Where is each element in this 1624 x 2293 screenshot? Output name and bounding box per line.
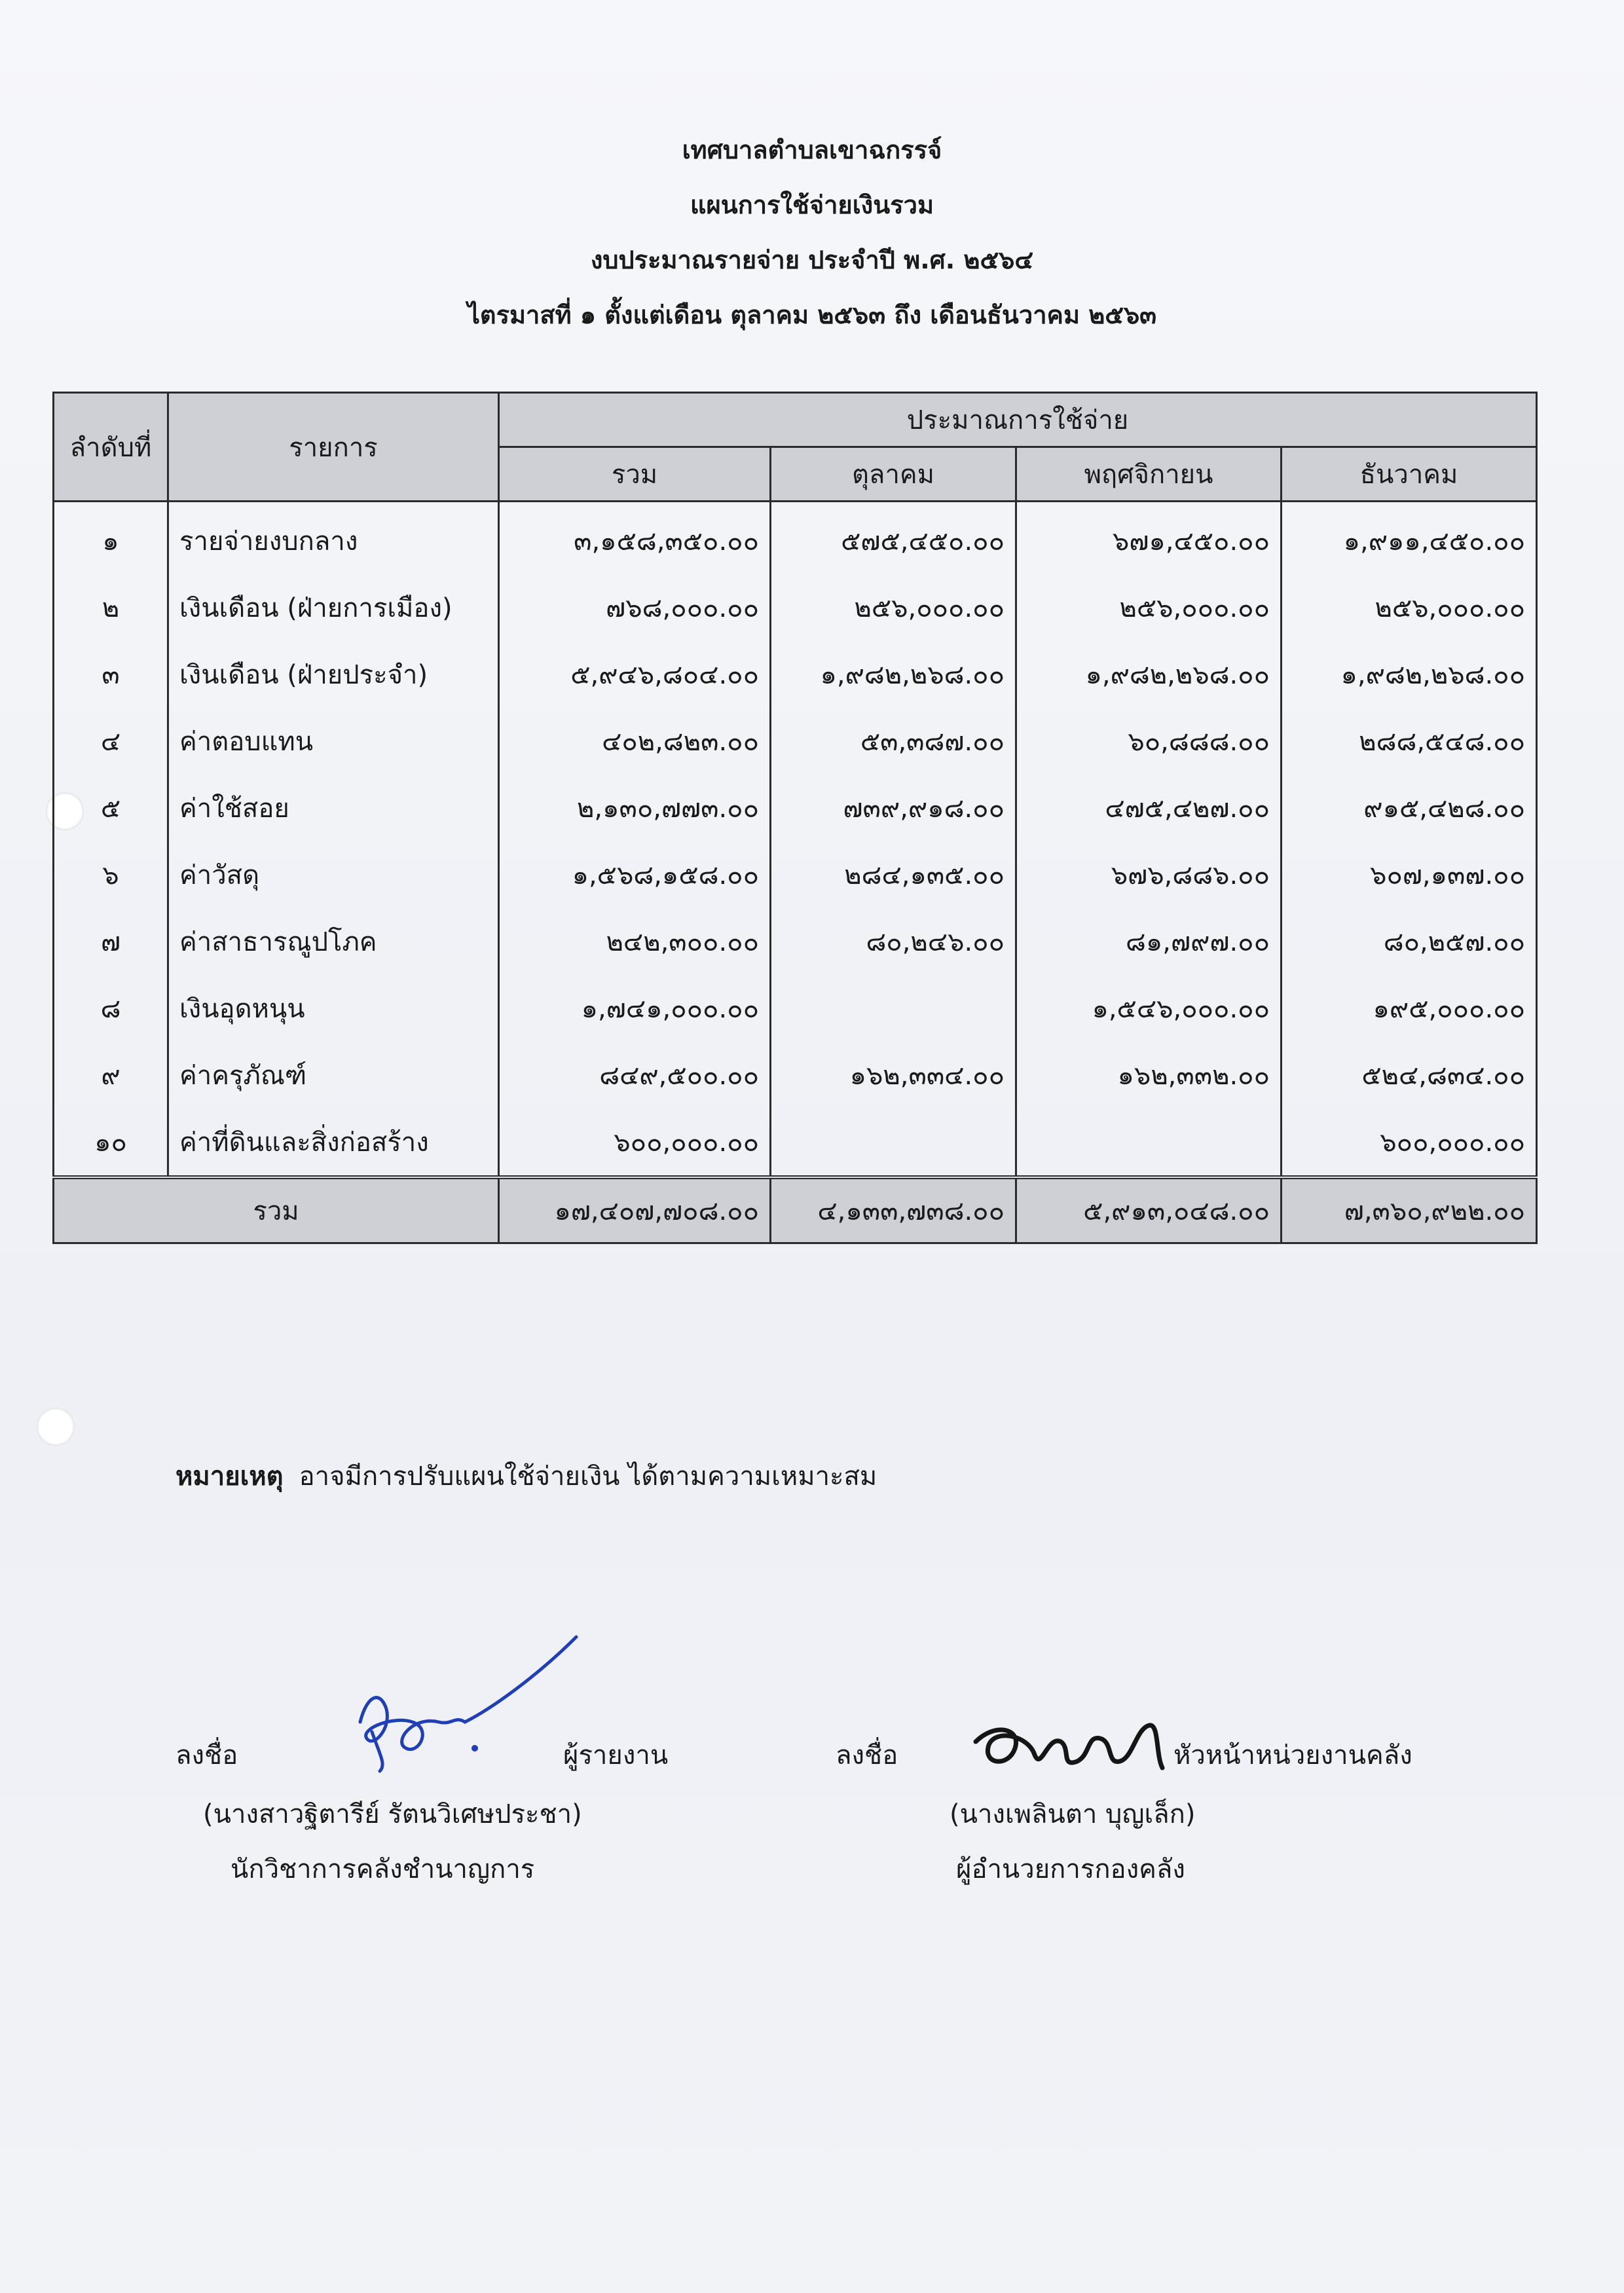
header-dec: ธันวาคม: [1282, 447, 1537, 502]
row-total: ๒,๑๓๐,๗๗๓.๐๐: [499, 775, 771, 841]
row-nov: ๘๑,๗๙๗.๐๐: [1016, 908, 1282, 975]
period-line: ไตรมาสที่ ๑ ตั้งแต่เดือน ตุลาคม ๒๕๖๓ ถึง เดือนธันวาคม ๒๕๖๓: [467, 301, 1157, 329]
row-no: ๒: [54, 574, 168, 641]
row-total: ๗๖๘,๐๐๐.๐๐: [499, 574, 771, 641]
row-nov: ๑,๙๘๒,๒๖๘.๐๐: [1016, 641, 1282, 708]
row-item: ค่าตอบแทน: [168, 708, 499, 775]
table-row: [54, 641, 1537, 708]
header-nov: พฤศจิกายน: [1016, 447, 1282, 502]
row-nov: ๑,๕๔๖,๐๐๐.๐๐: [1016, 975, 1282, 1042]
total-nov: ๕,๙๑๓,๐๔๘.๐๐: [1016, 1177, 1282, 1243]
row-no: ๘: [54, 975, 168, 1042]
row-item: เงินเดือน (ฝ่ายประจำ): [168, 641, 499, 708]
left-sign-label: ลงชื่อ: [175, 1740, 238, 1770]
row-nov: ๖๗๖,๘๘๖.๐๐: [1016, 841, 1282, 908]
row-nov: ๔๗๕,๔๒๗.๐๐: [1016, 775, 1282, 841]
left-position: นักวิชาการคลังชำนาญการ: [231, 1854, 535, 1884]
header-total: รวม: [499, 447, 771, 502]
row-item: ค่าใช้สอย: [168, 775, 499, 841]
row-oct: ๒๕๖,๐๐๐.๐๐: [771, 574, 1016, 641]
row-dec: ๕๒๔,๘๓๔.๐๐: [1282, 1042, 1537, 1109]
table-row: [54, 975, 1537, 1042]
total-row: [54, 1177, 1537, 1243]
spending-plan-table: [52, 392, 1538, 1244]
row-oct: ๗๓๙,๙๑๘.๐๐: [771, 775, 1016, 841]
row-no: ๑๐: [54, 1109, 168, 1177]
table-row: [54, 502, 1537, 575]
row-total: ๑,๗๔๑,๐๐๐.๐๐: [499, 975, 771, 1042]
row-total: ๓,๑๕๘,๓๕๐.๐๐: [499, 502, 771, 575]
row-oct: [771, 1109, 1016, 1177]
row-dec: ๑,๙๘๒,๒๖๘.๐๐: [1282, 641, 1537, 708]
row-dec: ๑๙๕,๐๐๐.๐๐: [1282, 975, 1537, 1042]
row-oct: ๒๘๔,๑๓๕.๐๐: [771, 841, 1016, 908]
row-no: ๗: [54, 908, 168, 975]
right-signature-mark: [963, 1709, 1179, 1794]
row-item: เงินเดือน (ฝ่ายการเมือง): [168, 574, 499, 641]
row-nov: [1016, 1109, 1282, 1177]
row-oct: ๑๖๒,๓๓๔.๐๐: [771, 1042, 1016, 1109]
table-row: [54, 908, 1537, 975]
row-total: ๒๔๒,๓๐๐.๐๐: [499, 908, 771, 975]
header-estimate: ประมาณการใช้จ่าย: [499, 393, 1537, 447]
row-total: ๘๔๙,๕๐๐.๐๐: [499, 1042, 771, 1109]
row-item: ค่าครุภัณฑ์: [168, 1042, 499, 1109]
plan-title: แผนการใช้จ่ายเงินรวม: [690, 191, 934, 219]
row-oct: [771, 975, 1016, 1042]
row-no: ๓: [54, 641, 168, 708]
row-dec: ๙๑๕,๔๒๘.๐๐: [1282, 775, 1537, 841]
table-row: [54, 841, 1537, 908]
row-item: ค่าที่ดินและสิ่งก่อสร้าง: [168, 1109, 499, 1177]
right-name: (นางเพลินตา บุญเล็ก): [950, 1799, 1196, 1829]
row-nov: ๖๗๑,๔๕๐.๐๐: [1016, 502, 1282, 575]
row-no: ๖: [54, 841, 168, 908]
row-total: ๔๐๒,๘๒๓.๐๐: [499, 708, 771, 775]
row-no: ๑: [54, 502, 168, 575]
row-oct: ๑,๙๘๒,๒๖๘.๐๐: [771, 641, 1016, 708]
remark: [175, 1455, 877, 1497]
row-nov: ๖๐,๘๘๘.๐๐: [1016, 708, 1282, 775]
table-row: [54, 574, 1537, 641]
row-nov: ๒๕๖,๐๐๐.๐๐: [1016, 574, 1282, 641]
right-role: หัวหน้าหน่วยงานคลัง: [1173, 1740, 1412, 1770]
total-dec: ๗,๓๖๐,๙๒๒.๐๐: [1282, 1177, 1537, 1243]
table-row: [54, 1109, 1537, 1177]
remark-label: หมายเหตุ: [175, 1461, 284, 1492]
row-dec: ๑,๙๑๑,๔๕๐.๐๐: [1282, 502, 1537, 575]
row-item: ค่าวัสดุ: [168, 841, 499, 908]
header-item: รายการ: [168, 393, 499, 502]
table-row: [54, 1042, 1537, 1109]
total-oct: ๔,๑๓๓,๗๓๘.๐๐: [771, 1177, 1016, 1243]
table-row: [54, 775, 1537, 841]
right-sign-label: ลงชื่อ: [836, 1740, 898, 1770]
row-item: เงินอุดหนุน: [168, 975, 499, 1042]
table-row: [54, 708, 1537, 775]
total-sum: ๑๗,๔๐๗,๗๐๘.๐๐: [499, 1177, 771, 1243]
row-dec: ๒๕๖,๐๐๐.๐๐: [1282, 574, 1537, 641]
header-oct: ตุลาคม: [771, 447, 1016, 502]
org-name: เทศบาลตำบลเขาฉกรรจ์: [682, 136, 942, 164]
row-total: ๖๐๐,๐๐๐.๐๐: [499, 1109, 771, 1177]
right-position: ผู้อำนวยการกองคลัง: [956, 1854, 1185, 1884]
total-label: รวม: [54, 1177, 499, 1243]
row-total: ๑,๕๖๘,๑๕๘.๐๐: [499, 841, 771, 908]
header-no: ลำดับที่: [54, 393, 168, 502]
row-oct: ๕๗๕,๔๕๐.๐๐: [771, 502, 1016, 575]
row-no: ๕: [54, 775, 168, 841]
row-item: ค่าสาธารณูปโภค: [168, 908, 499, 975]
row-nov: ๑๖๒,๓๓๒.๐๐: [1016, 1042, 1282, 1109]
row-total: ๕,๙๔๖,๘๐๔.๐๐: [499, 641, 771, 708]
row-item: รายจ่ายงบกลาง: [168, 502, 499, 575]
row-dec: ๖๐๗,๑๓๗.๐๐: [1282, 841, 1537, 908]
remark-text: อาจมีการปรับแผนใช้จ่ายเงิน ได้ตามความเหมาะสม: [299, 1461, 877, 1492]
punch-hole-bottom: [37, 1408, 75, 1446]
row-no: ๙: [54, 1042, 168, 1109]
row-oct: ๘๐,๒๔๖.๐๐: [771, 908, 1016, 975]
left-role: ผู้รายงาน: [563, 1740, 669, 1770]
left-signature-mark: [341, 1624, 589, 1781]
row-dec: ๖๐๐,๐๐๐.๐๐: [1282, 1109, 1537, 1177]
budget-line: งบประมาณรายจ่าย ประจำปี พ.ศ. ๒๕๖๔: [590, 246, 1034, 274]
left-name: (นางสาวฐิตารีย์ รัตนวิเศษประชา): [203, 1799, 582, 1829]
row-dec: ๒๘๘,๕๔๘.๐๐: [1282, 708, 1537, 775]
row-no: ๔: [54, 708, 168, 775]
row-oct: ๕๓,๓๘๗.๐๐: [771, 708, 1016, 775]
row-dec: ๘๐,๒๕๗.๐๐: [1282, 908, 1537, 975]
